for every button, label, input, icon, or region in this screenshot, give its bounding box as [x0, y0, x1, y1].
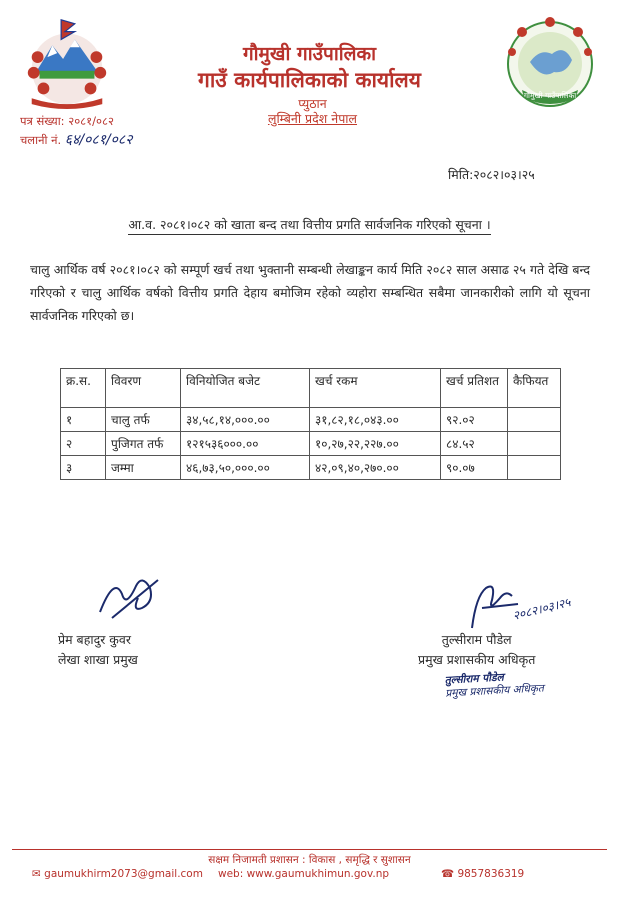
dispatch-number-value: ६४/०८१/०८२ [64, 132, 133, 148]
office-title: गाउँ कार्यपालिकाको कार्यालय [198, 68, 421, 92]
table-row [61, 432, 561, 456]
cell-expense: ३१,८२,१८,०४३.०० [310, 408, 441, 432]
header-description: विवरण [106, 369, 181, 408]
phone-icon: ☎ [441, 868, 455, 880]
footer-phone-number: 9857836319 [457, 868, 525, 880]
footer-email-text: gaumukhirm2073@gmail.com [44, 868, 203, 880]
footer-email[interactable] [32, 868, 203, 880]
cell-remarks [508, 432, 561, 456]
right-signatory-title: प्रमुख प्रशासकीय अधिकृत [418, 652, 536, 667]
mail-icon: ✉ [32, 868, 41, 880]
footer-divider [12, 849, 607, 850]
cell-remarks [508, 408, 561, 432]
signature-date: २०८२।०३।२५ [511, 595, 572, 623]
dispatch-number [20, 130, 132, 149]
left-signatory-name: प्रेम बहादुर कुवर [58, 632, 131, 647]
document-date: मिति:२०८२।०३।२५ [448, 167, 535, 182]
municipality-title: गौमुखी गाउँपालिका [242, 43, 377, 65]
cell-serial: १ [61, 408, 106, 432]
letter-number-label: पत्र संख्या: [20, 114, 65, 128]
officer-stamp-title: प्रमुख प्रशासकीय अधिकृत [445, 682, 545, 700]
cell-percent: ९०.०७ [441, 456, 508, 480]
officer-stamp [444, 669, 544, 700]
right-signatory [418, 630, 535, 670]
notice-body: चालु आर्थिक वर्ष २०८१।०८२ को सम्पूर्ण खर्च तथा भुक्तानी सम्बन्धी लेखाङ्कन कार्य मिति २०८२ साल असाढ २५ गते देखि बन्द गरिएको र चालु आर्थिक वर्षको वित्तीय प्रगति देहाय बमोजिम रहेको व्यहोरा सम्बन्धित सबैमा जानकारीको लागि यो सूचना सार्वजनिक गरिएको छ। [30, 262, 590, 323]
header-serial: क्र.स. [61, 369, 106, 408]
right-signatory-name: तुल्सीराम पौडेल [441, 632, 512, 647]
right-logo-text: गौमुखी गाउँपालिका [523, 91, 577, 100]
cell-description: पुजिगत तर्फ [106, 432, 181, 456]
footer-website[interactable]: web: www.gaumukhimun.gov.np [218, 868, 390, 880]
cell-budget: ४६,७३,५०,०००.०० [181, 456, 310, 480]
left-signature-icon [92, 568, 170, 628]
header-allocated-budget: विनियोजित बजेट [181, 369, 310, 408]
table-row [61, 456, 561, 480]
left-signatory-title: लेखा शाखा प्रमुख [58, 652, 138, 667]
notice-heading-text: आ.व. २०८१।०८२ को खाता बन्द तथा वित्तीय प्रगति सार्वजनिक गरिएको सूचना । [128, 217, 490, 235]
office-stamp [240, 96, 385, 126]
stamp-district: प्युठान [298, 96, 327, 111]
budget-table [60, 368, 561, 480]
header-remarks: कैफियत [508, 369, 561, 408]
cell-expense: १०,२७,२२,२२७.०० [310, 432, 441, 456]
cell-serial: ३ [61, 456, 106, 480]
dispatch-number-label: चलानी नं. [20, 133, 62, 147]
stamp-province: लुम्बिनी प्रदेश नेपाल [267, 111, 358, 126]
table-row [61, 408, 561, 432]
cell-serial: २ [61, 432, 106, 456]
cell-budget: १२१५३६०००.०० [181, 432, 310, 456]
cell-percent: ८४.५२ [441, 432, 508, 456]
letter-number [20, 114, 114, 129]
right-signature-icon [462, 578, 522, 632]
cell-budget: ३४,५८,१४,०००.०० [181, 408, 310, 432]
officer-stamp-name: तुल्सीराम पौडेल [444, 671, 504, 687]
table-header-row [61, 369, 561, 408]
left-signatory [58, 630, 138, 670]
footer-phone [441, 868, 524, 880]
notice-heading [0, 216, 619, 233]
cell-expense: ४२,०९,४०,२७०.०० [310, 456, 441, 480]
cell-percent: ९२.०२ [441, 408, 508, 432]
cell-description: चालु तर्फ [106, 408, 181, 432]
letter-number-value: २०८१/०८२ [68, 114, 114, 128]
header-expense-amount: खर्च रकम [310, 369, 441, 408]
cell-remarks [508, 456, 561, 480]
cell-description: जम्मा [106, 456, 181, 480]
header-expense-percent: खर्च प्रतिशत [441, 369, 508, 408]
footer-tagline: सक्षम निजामती प्रशासन : विकास , समृद्धि र सुशासन [208, 854, 411, 866]
